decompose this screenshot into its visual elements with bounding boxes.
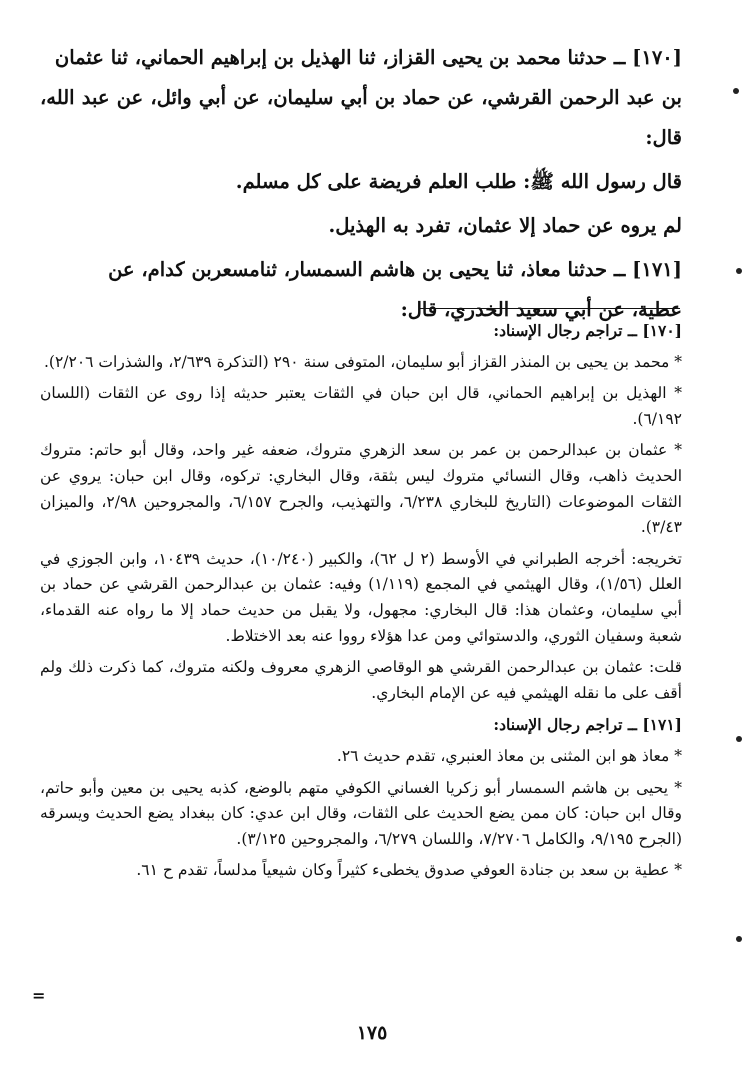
- note-170-takhrij: تخريجه: أخرجه الطبراني في الأوسط (٢ ل ٦٢)، والكبير (١٠/٢٤٠)، حديث ١٠٤٣٩، وابن الجوزي في العلل (١/٥٦)، وقال الهيثمي في المجمع (١/١١٩) وفيه: عثمان بن عبدالرحمن القرشي عن حماد بن أبي سليمان، وعثمان هذا: قال البخاري: مجهول، ولا يقبل من حديث حماد إلا ما رواه عنه القدماء، شعبة وسفيان الثوري، والدستوائي ومن عدا هؤلاء رووا عنه بعد الاختلاط.: [40, 549, 682, 645]
- note-170-narrator-3: * عثمان بن عبدالرحمن بن عمر بن سعد الزهري متروك، ضعفه غير واحد، وقال أبو حاتم: متروك الحديث ذاهب، وقال النسائي متروك ليس بثقة، وقال البخاري: تركوه، وقال ابن حبان: يروي عن الثقات الموضوعات (التاريخ للبخاري ٦/٢٣٨، والتهذيب، والجرح ٦/١٥٧، والمجروحين ٢/٩٨، والميزان ٣/٤٣).: [40, 441, 682, 537]
- margin-speck: [733, 88, 739, 94]
- hadith-170-comment: لم يروه عن حماد إلا عثمان، تفرد به الهذيل.: [328, 214, 682, 237]
- hadith-170-line-2: بن عبد الرحمن القرشي، عن حماد بن أبي سليمان، عن أبي وائل، عن عبد الله، قال:: [40, 86, 682, 149]
- note-170-heading: [١٧٠] ــ تراجم رجال الإسناد:: [493, 321, 682, 340]
- margin-speck: [736, 268, 742, 274]
- hadith-170-matn: قال رسول الله ﷺ: طلب العلم فريضة على كل مسلم.: [235, 170, 682, 193]
- note-171-narrator-2: * يحيى بن هاشم السمسار أبو زكريا الغساني الكوفي متهم بالوضع، كذبه يحيى بن معين وأبو حاتم، وقال ابن حبان: كان ممن يضع الحديث على الثقات، وقال ابن عدي: كان ببغداد يضع الحديث ويسرقه (الجرح ٩/١٩٥، والكامل ٧/٢٧٠٦، واللسان ٦/٢٧٩، والمجروحين ٣/١٢٥).: [40, 778, 682, 848]
- main-text: [40, 38, 682, 330]
- margin-speck: [736, 736, 742, 742]
- note-170-narrator-1: * محمد بن يحيى بن المنذر القزاز أبو سليمان، المتوفى سنة ٢٩٠ (التذكرة ٢/٦٣٩، والشذرات ٢/٢٠٦).: [43, 352, 682, 371]
- note-171-narrator-3: * عطية بن سعد بن جنادة العوفي صدوق يخطىء كثيراً وكان شيعياً مدلساً، تقدم ح ٦١.: [136, 861, 682, 880]
- continuation-mark: =: [32, 986, 46, 1005]
- footnotes: [40, 318, 682, 884]
- footnote-divider: [420, 308, 680, 309]
- note-170-narrator-2: * الهذيل بن إبراهيم الحماني، قال ابن حبان في الثقات يعتبر حديثه إذا روى عن الثقات (اللسان ٦/١٩٢).: [40, 384, 682, 428]
- note-171-narrator-1: * معاذ هو ابن المثنى بن معاذ العنبري، تقدم حديث ٢٦.: [336, 746, 682, 765]
- note-171-heading: [١٧١] ــ تراجم رجال الإسناد:: [493, 715, 682, 735]
- hadith-171-line-2: عطية، عن أبي سعيد الخدري، قال:: [400, 298, 682, 321]
- note-170-qult: قلت: عثمان بن عبدالرحمن القرشي هو الوقاصي الزهري معروف ولكنه متروك، كما ذكرت ذلك ولم أقف على ما نقله الهيثمي فيه عن الإمام البخاري.: [40, 658, 682, 702]
- margin-speck: [736, 936, 742, 942]
- hadith-170-line-1: [١٧٠] ــ حدثنا محمد بن يحيى القزاز، ثنا الهذيل بن إبراهيم الحماني، ثنا عثمان: [54, 46, 682, 69]
- hadith-171-line-1: [١٧١] ــ حدثنا معاذ، ثنا يحيى بن هاشم السمسار، ثنامسعربن كدام، عن: [108, 258, 682, 281]
- page-number: ١٧٥: [356, 1022, 388, 1044]
